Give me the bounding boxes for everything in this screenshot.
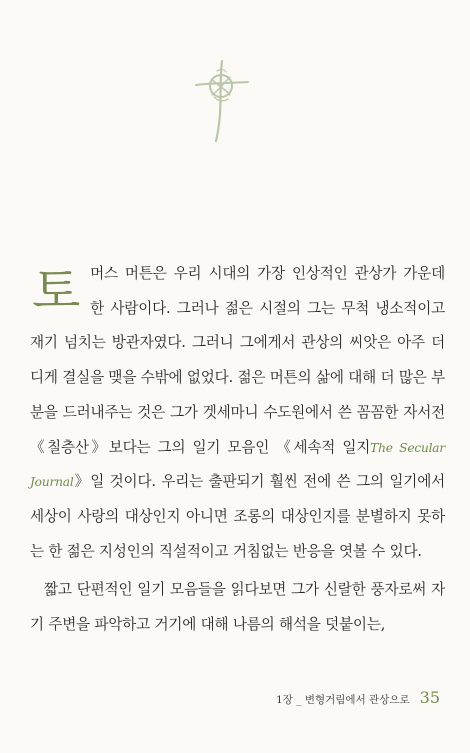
paragraph-1-text-b: 》일 것이다. 우리는 출판되기 훨씬 전에 쓴 그의 일기에서 세상이 사랑의 대상인지 아니면 조롱의 대상인지를 분별하지 못하는 한 젊은 지성인의 직설적이고 거침없는 반응을 엿볼 수 있다. [30, 473, 445, 560]
page-footer [270, 688, 440, 712]
english-title: The Secular Journal [30, 440, 445, 490]
paragraph-1 [30, 257, 445, 569]
paragraph-1-text-a: 머스 머튼은 우리 시대의 가장 인상적인 관상가 가운데 한 사람이다. 그러나 젊은 시절의 그는 무척 냉소적이고 재기 넘치는 방관자였다. 그러니 그에게서 관상의 씨앗은 아주 더디게 결실을 맺을 수밖에 없었다. 젊은 머튼의 삶에 대해 더 많은 부분을 드러내주는 것은 그가 겟세마니 수도원에서 쓴 꼼꼼한 자서전 《칠층산》보다는 그의 일기 모음인 《세속적 일지 [30, 265, 445, 456]
paragraph-2: 짧고 단편적인 일기 모음들을 읽다보면 그가 신랄한 풍자로써 자기 주변을 파악하고 거기에 대해 나름의 해석을 덧붙이는, [30, 581, 445, 634]
drop-cap: 토 [32, 262, 81, 320]
celtic-cross-icon [190, 55, 252, 145]
chapter-running-head: 1장 _ 변형거림에서 관상으로 [276, 694, 410, 706]
body-text [30, 257, 445, 643]
page-number: 35 [419, 688, 440, 707]
